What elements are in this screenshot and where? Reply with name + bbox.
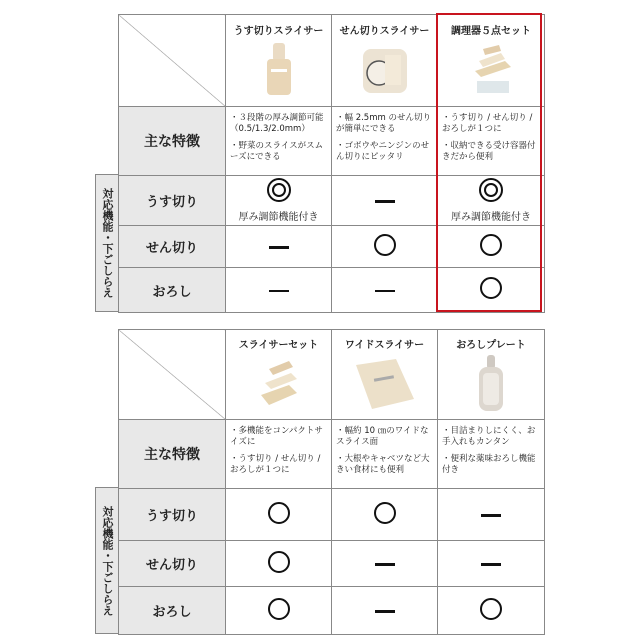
features-cell: ・３段階の厚み調節可能（0.5/1.3/2.0mm） ・野菜のスライスがスムーズにできる	[226, 107, 332, 176]
row-label: せん切り	[119, 226, 226, 268]
features-cell: ・幅約 10 ㎝のワイドなスライス面 ・大根やキャベツなど大きい食材にも便利	[332, 420, 438, 489]
five-piece-set-image	[438, 41, 544, 101]
product-header	[332, 330, 438, 420]
mark-note: 厚み調節機能付き	[451, 212, 531, 223]
row-label: うす切り	[119, 176, 226, 226]
side-label: 対応機能・下ごしらえ	[95, 487, 118, 634]
double-circle-mark	[479, 178, 503, 202]
mark-cell	[438, 541, 545, 587]
row-label: おろし	[119, 268, 226, 313]
product-header	[226, 15, 332, 107]
features-label: 主な特徴	[119, 420, 226, 489]
circle-mark	[268, 502, 290, 524]
circle-mark	[374, 234, 396, 256]
circle-mark	[268, 551, 290, 573]
wide-slicer-image	[332, 355, 437, 415]
comparison-table-2	[118, 329, 545, 635]
dash-mark	[269, 290, 289, 293]
mark-cell	[332, 226, 438, 268]
corner-cell	[119, 15, 226, 107]
product-name: おろしプレート	[456, 340, 526, 351]
circle-mark	[480, 598, 502, 620]
features-cell: ・幅 2.5mm のせん切りが簡単にできる ・ゴボウやニンジンのせん切りにピッタリ	[332, 107, 438, 176]
dash-mark	[269, 246, 289, 249]
dash-mark	[481, 514, 501, 517]
side-label: 対応機能・下ごしらえ	[95, 174, 118, 312]
mark-cell	[438, 226, 545, 268]
mark-cell	[226, 587, 332, 635]
mark-cell	[226, 489, 332, 541]
mark-cell	[226, 268, 332, 313]
dash-mark	[481, 563, 501, 566]
grater-plate-image	[438, 355, 544, 415]
features-cell: ・目詰まりしにくく、お手入れもカンタン ・便利な薬味おろし機能付き	[438, 420, 545, 489]
mark-cell	[332, 176, 438, 226]
mark-cell	[226, 176, 332, 226]
mark-cell	[438, 176, 545, 226]
product-name: 調理器５点セット	[451, 26, 531, 37]
mark-cell	[332, 489, 438, 541]
mark-cell	[226, 541, 332, 587]
mark-note: 厚み調節機能付き	[238, 212, 319, 223]
mark-cell	[226, 226, 332, 268]
mark-cell	[438, 587, 545, 635]
slicer-set-image	[226, 355, 331, 415]
features-cell: ・多機能をコンパクトサイズに ・うす切り / せん切り / おろしが１つに	[226, 420, 332, 489]
mark-cell	[332, 268, 438, 313]
double-circle-mark	[267, 178, 291, 202]
comparison-table-1	[118, 14, 545, 313]
product-name: ワイドスライサー	[344, 340, 425, 351]
dash-mark	[375, 290, 395, 293]
circle-mark	[480, 277, 502, 299]
row-label: うす切り	[119, 489, 226, 541]
mark-cell	[438, 268, 545, 313]
dash-mark	[375, 563, 395, 566]
product-header	[438, 330, 545, 420]
dash-mark	[375, 200, 395, 203]
mark-cell	[332, 541, 438, 587]
features-cell: ・うす切り / せん切り / おろしが１つに ・収納できる受け容器付きだから便利	[438, 107, 545, 176]
circle-mark	[268, 598, 290, 620]
features-label: 主な特徴	[119, 107, 226, 176]
circle-mark	[480, 234, 502, 256]
slicer-image	[226, 41, 331, 101]
product-header	[332, 15, 438, 107]
corner-cell	[119, 330, 226, 420]
row-label: せん切り	[119, 541, 226, 587]
mark-cell	[332, 587, 438, 635]
row-label: おろし	[119, 587, 226, 635]
product-header	[438, 15, 545, 107]
circle-mark	[374, 502, 396, 524]
dash-mark	[375, 610, 395, 613]
product-name: せん切りスライサー	[339, 26, 430, 37]
julienne-slicer-image	[332, 41, 437, 101]
product-header	[226, 330, 332, 420]
product-name: うす切りスライサー	[233, 26, 324, 37]
mark-cell	[438, 489, 545, 541]
product-name: スライサーセット	[238, 340, 319, 351]
